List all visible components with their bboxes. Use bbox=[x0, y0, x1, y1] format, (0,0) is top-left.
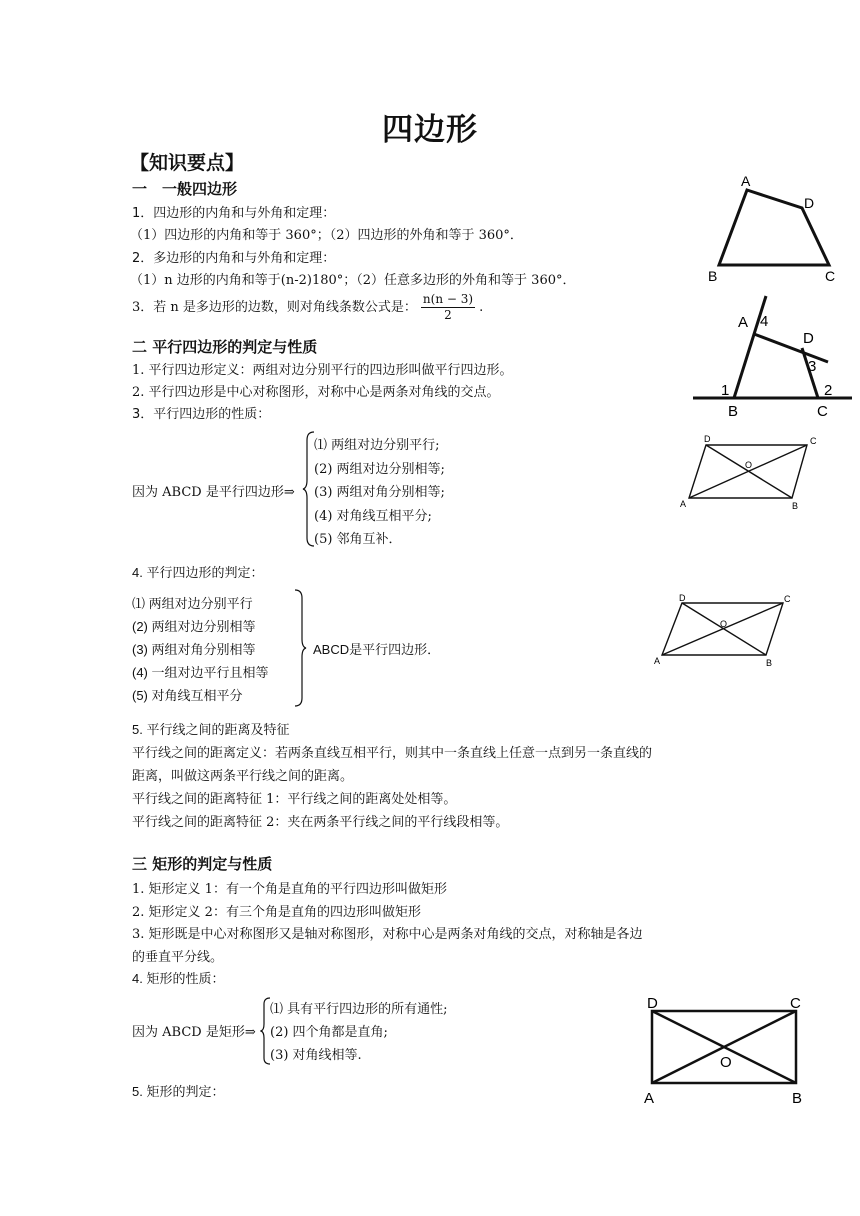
sec2-item5: 5. 平行线之间的距离及特征 bbox=[132, 722, 290, 737]
sec1-item1: 1．四边形的内角和与外角和定理： bbox=[132, 206, 336, 221]
sec3-item3-line1: 3. 矩形既是中心对称图形又是轴对称图形，对称中心是两条对角线的交点，对称轴是各边 bbox=[132, 927, 643, 942]
rect-label-d: D bbox=[647, 995, 658, 1012]
para2-label-d: D bbox=[679, 593, 686, 603]
section-1-title: 一 一般四边形 bbox=[132, 180, 238, 198]
para1-label-b: B bbox=[792, 501, 799, 511]
rect-prop-lead: 因为 ABCD 是矩形⇒ bbox=[132, 1025, 256, 1040]
para-prop-4: (4) 对角线互相平分; bbox=[314, 509, 432, 524]
ext-angle-2: 2 bbox=[824, 382, 833, 399]
quad-label-a: A bbox=[741, 173, 751, 189]
sec2-item4: 4. 平行四边形的判定： bbox=[132, 565, 264, 580]
rect-label-o: O bbox=[720, 1054, 732, 1071]
quad-label-b: B bbox=[708, 268, 718, 284]
rect-prop-1: ⑴ 具有平行四边形的所有通性; bbox=[270, 1002, 448, 1017]
para1-label-a: A bbox=[680, 499, 687, 509]
ext-label-d: D bbox=[803, 330, 814, 347]
parallelogram-figure-1 bbox=[676, 432, 826, 514]
sec3-item3-line2: 的垂直平分线。 bbox=[132, 950, 224, 965]
ext-label-a: A bbox=[738, 314, 749, 331]
para-cond-1: ⑴ 两组对边分别平行 bbox=[132, 596, 253, 611]
para1-label-c: C bbox=[810, 436, 817, 446]
section-2-title: 二 平行四边形的判定与性质 bbox=[132, 338, 318, 356]
rect-label-a: A bbox=[644, 1090, 655, 1107]
sec2-item2: 2. 平行四边形是中心对称图形，对称中心是两条对角线的交点。 bbox=[132, 385, 500, 400]
para2-label-o: O bbox=[720, 619, 728, 629]
para-prop-3: (3) 两组对角分别相等; bbox=[314, 485, 445, 500]
section-3-title: 三 矩形的判定与性质 bbox=[132, 855, 273, 873]
dist-def-line1: 平行线之间的距离定义：若两条直线互相平行，则其中一条直线上任意一点到另一条直线的 bbox=[132, 746, 653, 761]
quadrilateral-figure bbox=[690, 168, 850, 290]
dist-def-line2: 距离，叫做这两条平行线之间的距离。 bbox=[132, 769, 354, 784]
para1-label-d: D bbox=[704, 434, 711, 444]
sec3-item5: 5. 矩形的判定： bbox=[132, 1084, 225, 1099]
exterior-angle-figure bbox=[690, 290, 855, 422]
page-title: 四边形 bbox=[382, 112, 478, 148]
para-cond-4: (4) 一组对边平行且相等 bbox=[132, 665, 269, 680]
sec1-item3-suffix: . bbox=[479, 300, 484, 315]
para2-label-a: A bbox=[654, 656, 661, 666]
quad-label-d: D bbox=[804, 195, 815, 211]
diagonal-formula bbox=[421, 292, 475, 323]
sec3-item4: 4. 矩形的性质： bbox=[132, 971, 225, 986]
para-cond-result: ABCD是平行四边形． bbox=[313, 642, 441, 657]
para-prop-lead: 因为 ABCD 是平行四边形⇒ bbox=[132, 485, 295, 500]
para2-label-b: B bbox=[766, 658, 773, 668]
ext-angle-1: 1 bbox=[721, 382, 730, 399]
dist-feature-2: 平行线之间的距离特征 2：夹在两条平行线之间的平行线段相等。 bbox=[132, 815, 509, 830]
para-cond-5: (5) 对角线互相平分 bbox=[132, 688, 243, 703]
sec1-item3-prefix: 3．若 n 是多边形的边数，则对角线条数公式是： bbox=[132, 300, 417, 315]
para-prop-1: ⑴ 两组对边分别平行; bbox=[314, 438, 440, 453]
rectangle-figure bbox=[638, 992, 813, 1108]
rect-prop-2: (2) 四个角都是直角; bbox=[270, 1025, 388, 1040]
ext-label-b: B bbox=[728, 403, 739, 420]
sec2-item1: 1. 平行四边形定义：两组对边分别平行的四边形叫做平行四边形。 bbox=[132, 363, 513, 378]
quad-label-c: C bbox=[825, 268, 836, 284]
formula-denominator: 2 bbox=[444, 308, 452, 322]
sec1-item1-detail: （1）四边形的内角和等于 360°；（2）四边形的外角和等于 360°． bbox=[130, 228, 523, 243]
ext-angle-4: 4 bbox=[760, 313, 769, 330]
rect-prop-3: (3) 对角线相等. bbox=[270, 1048, 362, 1063]
para2-label-c: C bbox=[784, 594, 791, 604]
sec2-item3: 3．平行四边形的性质： bbox=[132, 407, 271, 422]
ext-angle-3: 3 bbox=[808, 358, 817, 375]
sec3-item1: 1. 矩形定义 1：有一个角是直角的平行四边形叫做矩形 bbox=[132, 882, 447, 897]
dist-feature-1: 平行线之间的距离特征 1：平行线之间的距离处处相等。 bbox=[132, 792, 457, 807]
para-cond-2: (2) 两组对边分别相等 bbox=[132, 619, 256, 634]
knowledge-heading: 【知识要点】 bbox=[130, 152, 245, 174]
para-prop-5: (5) 邻角互补． bbox=[314, 532, 402, 547]
formula-numerator: n(n − 3) bbox=[422, 292, 474, 306]
para-prop-2: (2) 两组对边分别相等; bbox=[314, 462, 445, 477]
ext-label-c: C bbox=[817, 403, 828, 420]
sec3-item2: 2. 矩形定义 2：有三个角是直角的四边形叫做矩形 bbox=[132, 905, 421, 920]
sec1-item3 bbox=[132, 292, 483, 323]
sec1-item2-detail: （1）n 边形的内角和等于(n-2)180°；（2）任意多边形的外角和等于 360°． bbox=[130, 273, 576, 288]
parallelogram-figure-2 bbox=[650, 588, 800, 670]
rect-label-c: C bbox=[790, 995, 801, 1012]
sec1-item2: 2．多边形的内角和与外角和定理： bbox=[132, 251, 336, 266]
para-cond-brace bbox=[293, 588, 307, 708]
rect-label-b: B bbox=[792, 1090, 803, 1107]
para-cond-3: (3) 两组对角分别相等 bbox=[132, 642, 256, 657]
para1-label-o: O bbox=[745, 460, 753, 470]
